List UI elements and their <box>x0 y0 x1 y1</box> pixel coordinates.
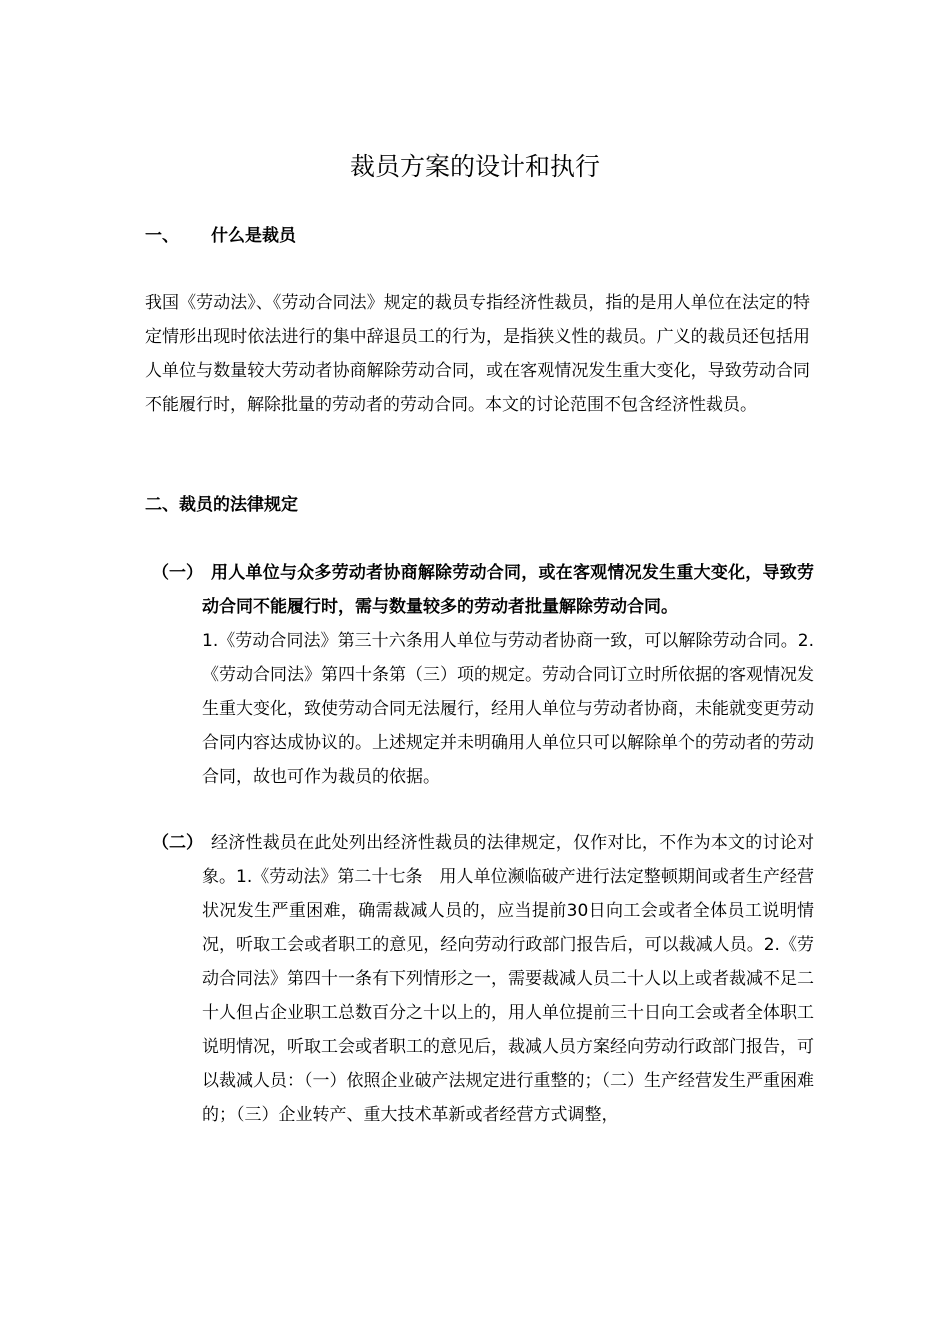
item-1-body <box>202 556 814 794</box>
item-1-bold-text: 用人单位与众多劳动者协商解除劳动合同，或在客观情况发生重大变化，导致劳动合同不能履行时，需与数量较多的劳动者批量解除劳动合同。 <box>202 563 814 617</box>
section-2-item-1 <box>152 556 814 794</box>
item-2-text: 经济性裁员在此处列出经济性裁员的法律规定，仅作对比，不作为本文的讨论对象。1.《劳动法》第二十七条 用人单位濒临破产进行法定整顿期间或者生产经营状况发生严重困难，确需裁减人员的，应当提前30日向工会或者全体员工说明情况，听取工会或者职工的意见，经向劳动行政部门报告后，可以裁减人员。2.《劳动合同法》第四十一条有下列情形之一，需要裁减人员二十人以上或者裁减不足二十人但占企业职工总数百分之十以上的，用人单位提前三十日向工会或者全体职工说明情况，听取工会或者职工的意见后，裁减人员方案经向劳动行政部门报告，可以裁减人员：（一）依照企业破产法规定进行重整的；（二）生产经营发生严重困难的；（三）企业转产、重大技术革新或者经营方式调整， <box>202 833 814 1125</box>
section-1-number: 一、 <box>145 226 179 246</box>
section-2-heading: 二、裁员的法律规定 <box>145 495 298 515</box>
item-1-text: 1.《劳动合同法》第三十六条用人单位与劳动者协商一致，可以解除劳动合同。2.《劳动合同法》第四十条第（三）项的规定。劳动合同订立时所依据的客观情况发生重大变化，致使劳动合同无法履行，经用人单位与劳动者协商，未能就变更劳动合同内容达成协议的。上述规定并未明确用人单位只可以解除单个的劳动者的劳动合同，故也可作为裁员的依据。 <box>202 631 814 787</box>
item-2-body <box>202 826 814 1132</box>
item-1-marker: （一） <box>152 563 203 583</box>
section-1-paragraph: 我国《劳动法》、《劳动合同法》规定的裁员专指经济性裁员，指的是用人单位在法定的特定情形出现时依法进行的集中辞退员工的行为，是指狭义性的裁员。广义的裁员还包括用人单位与数量较大劳动者协商解除劳动合同，或在客观情况发生重大变化，导致劳动合同不能履行时，解除批量的劳动者的劳动合同。本文的讨论范围不包含经济性裁员。 <box>145 293 810 415</box>
section-2-item-2 <box>152 826 814 1132</box>
section-1-heading <box>145 224 296 248</box>
item-2-marker: （二） <box>152 833 203 853</box>
section-1-heading-text: 什么是裁员 <box>211 226 296 246</box>
document-title: 裁员方案的设计和执行 <box>349 152 600 181</box>
